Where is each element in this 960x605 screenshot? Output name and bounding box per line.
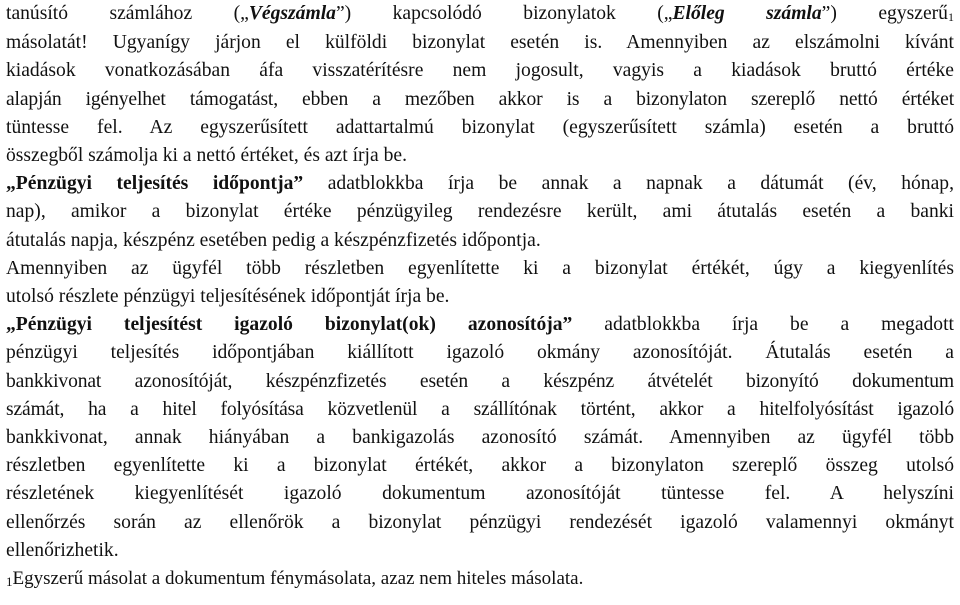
text-fragment: adatblokkba írja be a megadott bbox=[572, 314, 954, 336]
text-fragment: adatblokkba írja be annak a napnak a dátumát (év, hónap, bbox=[303, 173, 954, 195]
footnote-reference: 1 bbox=[947, 10, 954, 24]
text-line: részletének kiegyenlítését igazoló dokumentum azonosítóját tüntesse fel. A helyszíni bbox=[6, 483, 954, 505]
paragraph-installments bbox=[6, 255, 954, 311]
term-final-invoice: Végszámla bbox=[248, 3, 336, 24]
term-advance-invoice: Előleg számla bbox=[672, 3, 822, 24]
paragraph-receipt-copies bbox=[6, 0, 954, 170]
text-line: ellenőrizhetik. bbox=[6, 539, 119, 561]
text-line: másolatát! Ugyanígy járjon el külföldi bizonylat esetén is. Amennyiben az elszámolni kívánt bbox=[6, 32, 954, 54]
text-line: kiadások vonatkozásában áfa visszatérítésre nem jogosult, vagyis a kiadások bruttó értéke bbox=[6, 60, 954, 82]
field-name-payment-proof-id: „Pénzügyi teljesítést igazoló bizonylat(ok) azonosítója” bbox=[6, 314, 573, 336]
text-line: utolsó részlete pénzügyi teljesítésének időpontját írja be. bbox=[6, 286, 450, 308]
paragraph-payment-proof-id bbox=[6, 311, 954, 565]
text-line: számát, ha a hitel folyósítása közvetlenül a szállítónak történt, akkor a hitelfolyósítást igazoló bbox=[6, 398, 954, 420]
text-line: Amennyiben az ügyfél több részletben egyenlítette ki a bizonylat értékét, úgy a kiegyenlítés bbox=[6, 257, 954, 279]
text-line: ellenőrzés során az ellenőrök a bizonylat pénzügyi rendezését igazoló valamennyi okmányt bbox=[6, 511, 954, 533]
text-fragment: ”) kapcsolódó bizonylatok („ bbox=[335, 3, 673, 24]
text-line: nap), amikor a bizonylat értéke pénzügyileg rendezésre került, ami átutalás esetén a banki bbox=[6, 201, 954, 223]
footnote-text: Egyszerű másolat a dokumentum fénymásolata, azaz nem hiteles másolata. bbox=[12, 568, 584, 590]
footnote bbox=[6, 565, 954, 594]
text-line: összegből számolja ki a nettó értéket, és azt írja be. bbox=[6, 145, 407, 167]
text-line bbox=[6, 0, 954, 29]
paragraph-payment-date bbox=[6, 170, 954, 255]
footnote-mark: 1 bbox=[6, 574, 13, 590]
document-page bbox=[6, 0, 954, 594]
text-line: tüntesse fel. Az egyszerűsített adattartalmú bizonylat (egyszerűsített számla) esetén a bruttó bbox=[6, 116, 954, 138]
text-line: átutalás napja, készpénz esetében pedig a készpénzfizetés időpontja. bbox=[6, 229, 541, 251]
text-line: részletben egyenlítette ki a bizonylat értékét, akkor a bizonylaton szereplő összeg utolsó bbox=[6, 455, 954, 477]
text-line: pénzügyi teljesítés időpontjában kiállított igazoló okmány azonosítóját. Átutalás esetén a bbox=[6, 342, 954, 364]
text-fragment: ”) egyszerű bbox=[821, 3, 948, 24]
text-line bbox=[6, 170, 954, 198]
text-line bbox=[6, 311, 954, 339]
text-line: bankkivonat, annak hiányában a bankigazolás azonosító számát. Amennyiben az ügyfél több bbox=[6, 427, 954, 449]
text-fragment: tanúsító számlához („ bbox=[6, 3, 249, 24]
text-line: alapján igényelhet támogatást, ebben a mezőben akkor is a bizonylaton szereplő nettó értéket bbox=[6, 88, 954, 110]
field-name-payment-date: „Pénzügyi teljesítés időpontja” bbox=[6, 173, 304, 195]
text-line: bankkivonat azonosítóját, készpénzfizetés esetén a készpénz átvételét bizonyító dokumentum bbox=[6, 370, 954, 392]
